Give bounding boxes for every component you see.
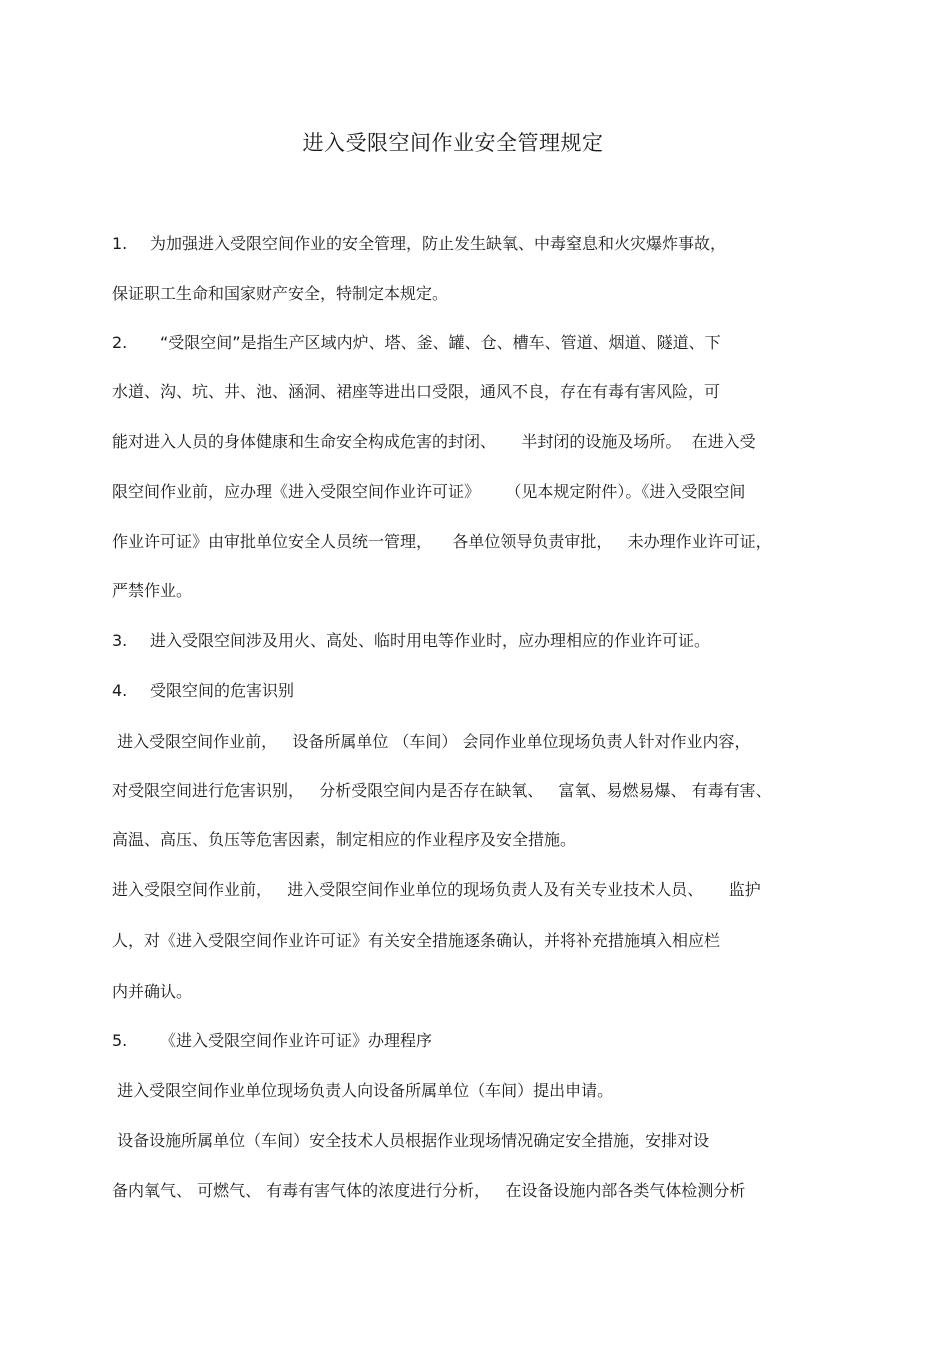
paragraph-line: 限空间作业前，应办理《进入受限空间作业许可证》 （见本规定附件）。《进入受限空间 xyxy=(112,482,746,501)
paragraph-line: 进入受限空间作业前， 进入受限空间作业单位的现场负责人及有关专业技术人员、 监护 xyxy=(112,880,761,899)
line-text: “受限空间”是指生产区域内炉、塔、釜、罐、仓、槽车、管道、烟道、隧道、下 xyxy=(160,333,721,352)
line-text: 《进入受限空间作业许可证》办理程序 xyxy=(160,1031,433,1050)
paragraph-line: 保证职工生命和国家财产安全，特制定本规定。 xyxy=(112,284,449,303)
paragraph-line: 水道、沟、坑、井、池、涵洞、裙座等进出口受限，通风不良，存在有毒有害风险，可 xyxy=(112,382,721,401)
paragraph-line: 能对进入人员的身体健康和生命安全构成危害的封闭、 半封闭的设施及场所。 在进入受 xyxy=(112,432,756,451)
paragraph-line: 高温、高压、负压等危害因素，制定相应的作业程序及安全措施。 xyxy=(112,830,577,849)
paragraph-line: 进入受限空间作业前， 设备所属单位 （车间） 会同作业单位现场负责人针对作业内容， xyxy=(112,732,751,751)
paragraph-line: 进入受限空间作业单位现场负责人向设备所属单位（车间）提出申请。 xyxy=(112,1081,614,1100)
paragraph-line xyxy=(112,1030,432,1052)
item-number: 5. xyxy=(112,1031,128,1050)
paragraph-line xyxy=(112,332,721,354)
paragraph-line xyxy=(112,680,294,702)
line-text: 受限空间的危害识别 xyxy=(150,681,295,700)
item-number: 1. xyxy=(112,234,128,253)
paragraph-line xyxy=(112,233,726,255)
paragraph-line: 备内氧气、 可燃气、 有毒有害气体的浓度进行分析， 在设备设施内部各类气体检测分析 xyxy=(112,1181,746,1200)
item-number: 3. xyxy=(112,631,128,650)
line-text: 进入受限空间涉及用火、高处、临时用电等作业时，应办理相应的作业许可证。 xyxy=(150,631,711,650)
paragraph-line: 内并确认。 xyxy=(112,982,193,1001)
paragraph-line: 对受限空间进行危害识别， 分析受限空间内是否存在缺氧、 富氧、易燃易爆、 有毒有害、 xyxy=(112,781,772,800)
item-number: 4. xyxy=(112,681,128,700)
paragraph-line: 人，对《进入受限空间作业许可证》有关安全措施逐条确认，并将补充措施填入相应栏 xyxy=(112,931,721,950)
paragraph-line: 作业许可证》由审批单位安全人员统一管理， 各单位领导负责审批， 未办理作业许可证， xyxy=(112,532,772,551)
paragraph-line: 设备设施所属单位（车间）安全技术人员根据作业现场情况确定安全措施，安排对设 xyxy=(112,1131,710,1150)
paragraph-line xyxy=(112,630,710,652)
paragraph-line: 严禁作业。 xyxy=(112,581,193,600)
item-number: 2. xyxy=(112,333,128,352)
document-title: 进入受限空间作业安全管理规定 xyxy=(302,131,604,155)
line-text: 为加强进入受限空间作业的安全管理，防止发生缺氧、中毒窒息和火灾爆炸事故， xyxy=(150,234,727,253)
